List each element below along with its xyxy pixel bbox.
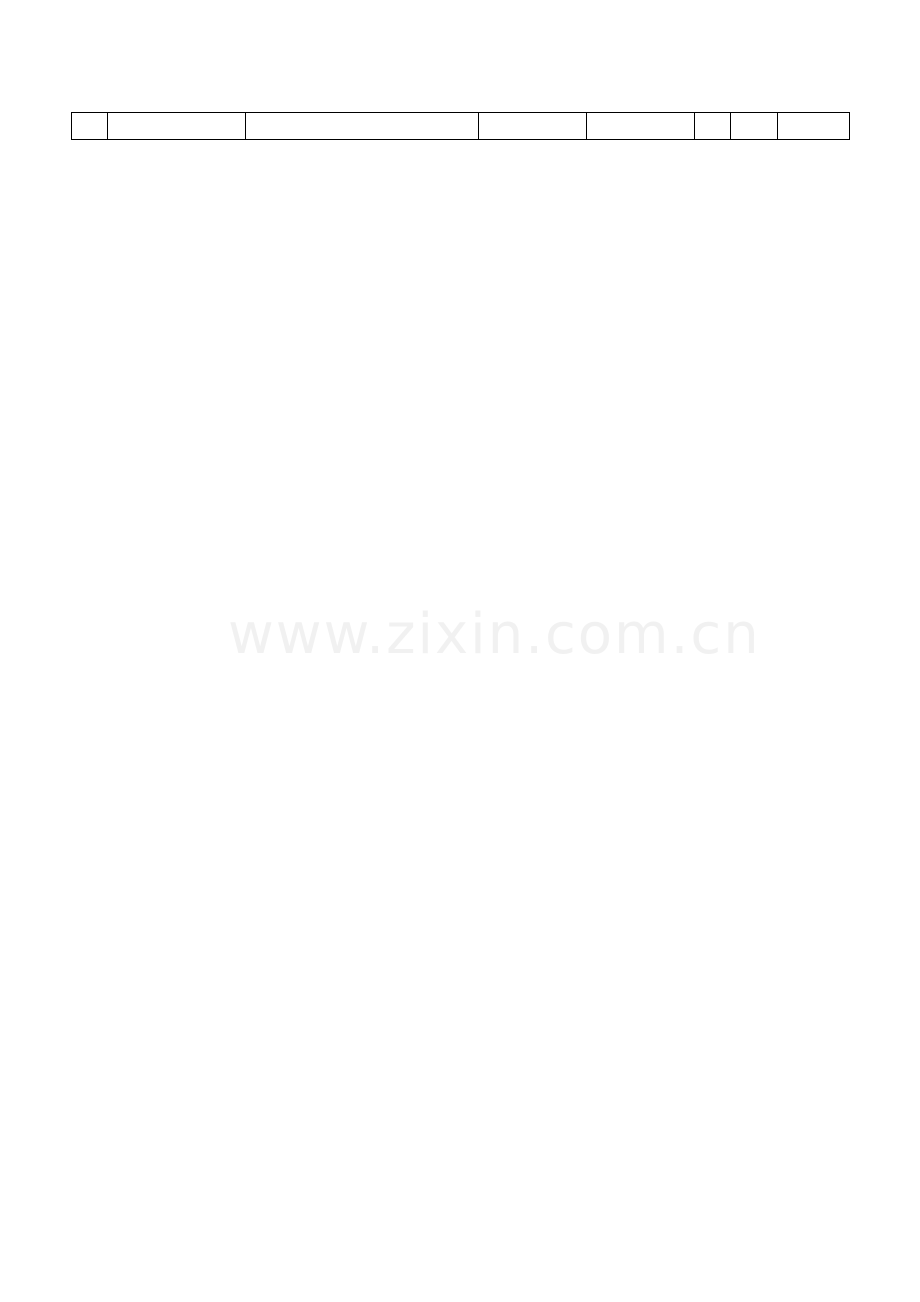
price-cell [731, 113, 778, 140]
model-cell [479, 113, 587, 140]
row-number-cell [72, 113, 108, 140]
table-body [72, 113, 850, 140]
size-cell [587, 113, 695, 140]
table-row [72, 113, 850, 140]
price-table [71, 112, 850, 140]
watermark: www.zixin.com.cn [228, 602, 761, 667]
unit-cell [695, 113, 731, 140]
product-name-cell [246, 113, 479, 140]
note-cell [778, 113, 850, 140]
code-cell [108, 113, 246, 140]
